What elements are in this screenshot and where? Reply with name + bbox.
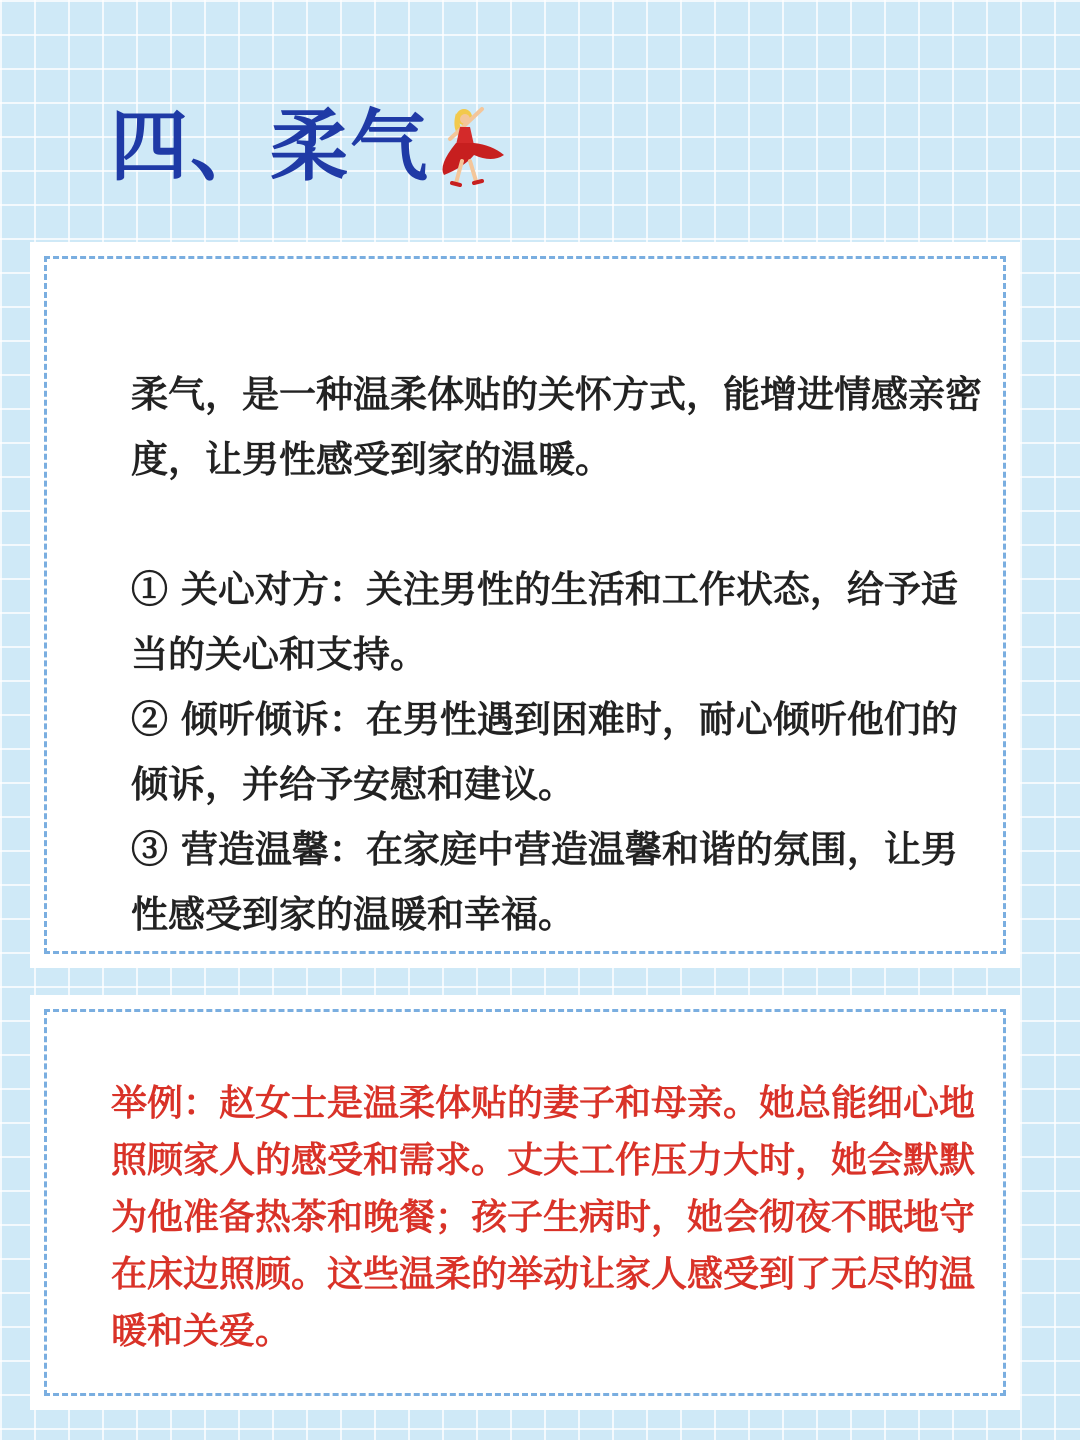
point-item: ③ 营造温馨：在家庭中营造温馨和谐的氛围，让男性感受到家的温暖和幸福。 xyxy=(131,827,958,936)
point-item: ② 倾听倾诉：在男性遇到困难时，耐心倾听他们的倾诉，并给予安慰和建议。 xyxy=(131,697,958,806)
title-text: 四、柔气 xyxy=(110,101,431,192)
intro-paragraph: 柔气，是一种温柔体贴的关怀方式，能增进情感亲密度，让男性感受到家的温暖。 xyxy=(131,372,982,481)
example-card xyxy=(30,995,1020,1410)
page-title xyxy=(110,101,506,192)
example-paragraph: 举例：赵女士是温柔体贴的妻子和母亲。她总能细心地照顾家人的感受和需求。丈夫工作压力大时，她会默默为他准备热茶和晚餐；孩子生病时，她会彻夜不眠地守在床边照顾。这些温柔的举动让家人感受到了无尽的温暖和关爱。 xyxy=(111,1082,976,1352)
main-card xyxy=(30,242,1020,968)
example-card-border xyxy=(44,1009,1006,1396)
dancer-icon xyxy=(434,105,506,189)
main-content xyxy=(131,362,991,947)
main-card-border xyxy=(44,256,1006,954)
point-item: ① 关心对方：关注男性的生活和工作状态，给予适当的关心和支持。 xyxy=(131,567,958,676)
